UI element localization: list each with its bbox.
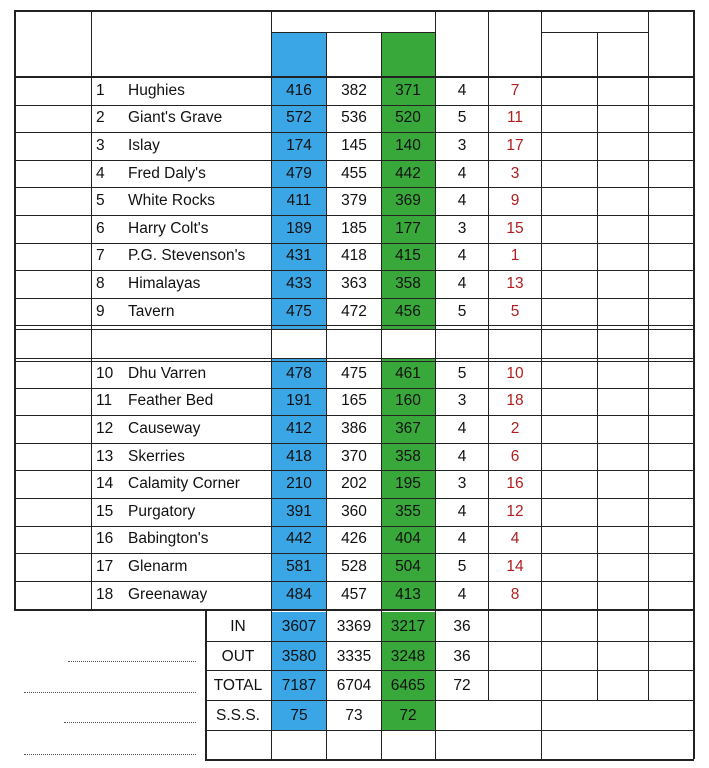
stroke-index: 15 — [506, 219, 524, 237]
par: 3 — [457, 136, 467, 154]
grid-line — [542, 32, 648, 33]
stroke-index: 13 — [506, 274, 524, 292]
yards-white: 185 — [341, 219, 367, 237]
yards-green: 461 — [395, 364, 421, 382]
totals-white: 6704 — [336, 676, 372, 694]
totals-left — [205, 609, 207, 759]
score-player-b-cell[interactable] — [598, 444, 648, 470]
par: 4 — [457, 247, 467, 265]
hole-name: Harry Colt's — [128, 219, 209, 237]
grid-line — [14, 498, 694, 499]
hole-name: Causeway — [128, 419, 201, 437]
grid-line — [272, 32, 435, 33]
score-player-b-cell[interactable] — [598, 471, 648, 497]
grid-line — [648, 10, 649, 700]
marker-cell[interactable] — [14, 361, 90, 387]
hole-name: Feather Bed — [128, 392, 214, 410]
hole-number: 16 — [96, 530, 114, 548]
net-label — [489, 731, 549, 759]
yards-green: 355 — [395, 502, 421, 520]
score-player-b-cell[interactable] — [598, 106, 648, 132]
totals-green: 3248 — [390, 647, 426, 665]
par: 4 — [457, 164, 467, 182]
grid-line — [14, 270, 694, 271]
marker-cell[interactable] — [14, 471, 90, 497]
yards-blue: 581 — [286, 557, 312, 575]
score-player-a-cell[interactable] — [542, 133, 597, 159]
score-player-b-cell[interactable] — [598, 216, 648, 242]
marker-cell[interactable] — [14, 216, 90, 242]
score-player-a-cell[interactable] — [542, 244, 597, 270]
stroke-index: 17 — [506, 136, 524, 154]
grid-line — [14, 443, 694, 444]
totals-white: 3369 — [336, 617, 372, 635]
par: 5 — [457, 364, 467, 382]
grid-line — [14, 388, 694, 389]
back-nine-bottom — [14, 609, 694, 611]
player-signature-line-2[interactable] — [24, 754, 196, 755]
score-player-a-cell[interactable] — [542, 188, 597, 214]
score-player-b-cell[interactable] — [598, 271, 648, 297]
hole-number: 3 — [96, 136, 105, 154]
grid-line — [14, 325, 694, 326]
par: 3 — [457, 475, 467, 493]
grid-line — [14, 553, 694, 554]
yards-white: 386 — [341, 419, 367, 437]
yards-blue: 412 — [286, 419, 312, 437]
hole-name: Tavern — [128, 302, 175, 320]
totals-par: 36 — [453, 617, 471, 635]
par: 3 — [457, 219, 467, 237]
hole-number: 4 — [96, 164, 105, 182]
totals-blue: 75 — [290, 706, 308, 724]
hole-name: Himalayas — [128, 274, 201, 292]
stroke-index: 2 — [510, 419, 520, 437]
points-cell[interactable] — [649, 133, 693, 159]
yards-green: 371 — [395, 81, 421, 99]
grid-line — [14, 132, 694, 133]
out-row-blue — [272, 330, 326, 358]
score-player-a-cell[interactable] — [542, 299, 597, 325]
yards-green: 415 — [395, 247, 421, 265]
hole-name: Calamity Corner — [128, 475, 240, 493]
grid-line — [488, 10, 489, 700]
marker-cell[interactable] — [14, 389, 90, 415]
totals-white: 73 — [345, 706, 363, 724]
stroke-index: 3 — [510, 164, 520, 182]
hole-number: 9 — [96, 302, 105, 320]
grid-line — [205, 670, 694, 671]
points-cell[interactable] — [649, 216, 693, 242]
score-player-a-cell[interactable] — [542, 106, 597, 132]
out-row-white — [327, 330, 381, 358]
score-player-b-cell[interactable] — [598, 554, 648, 580]
totals-label: TOTAL — [213, 676, 263, 694]
points-cell[interactable] — [649, 161, 693, 187]
yards-blue: 189 — [286, 219, 312, 237]
marker-signature-line-2[interactable] — [24, 692, 196, 693]
marker-cell[interactable] — [14, 299, 90, 325]
yards-green: 413 — [395, 585, 421, 603]
hole-number: 7 — [96, 247, 105, 265]
totals-blue: 3607 — [281, 617, 317, 635]
grid-line — [205, 641, 694, 642]
stroke-index: 12 — [506, 502, 524, 520]
grid-line — [14, 415, 694, 416]
grid-line — [14, 160, 694, 161]
marker-cell[interactable] — [14, 527, 90, 553]
yards-blue: 210 — [286, 475, 312, 493]
yards-white: 418 — [341, 247, 367, 265]
score-player-b-cell[interactable] — [598, 161, 648, 187]
yards-green: 456 — [395, 302, 421, 320]
score-player-a-cell[interactable] — [542, 582, 597, 608]
score-player-a-cell[interactable] — [542, 216, 597, 242]
yards-blue: 475 — [286, 302, 312, 320]
yards-blue: 418 — [286, 447, 312, 465]
score-player-a-cell[interactable] — [542, 161, 597, 187]
stroke-index: 16 — [506, 475, 524, 493]
yards-blue: 416 — [286, 81, 312, 99]
grid-line — [271, 10, 272, 759]
score-player-a-cell[interactable] — [542, 361, 597, 387]
header-won-lost — [650, 19, 694, 65]
grid-line — [91, 10, 92, 609]
yards-blue: 484 — [286, 585, 312, 603]
par: 4 — [457, 192, 467, 210]
hole-name: Dhu Varren — [128, 364, 207, 382]
totals-par — [436, 701, 488, 730]
score-player-a-cell[interactable] — [542, 554, 597, 580]
hole-name: Glenarm — [128, 557, 188, 575]
marker-signature-line[interactable] — [68, 661, 196, 662]
points-cell[interactable] — [649, 471, 693, 497]
marker-cell[interactable] — [14, 271, 90, 297]
yards-green: 367 — [395, 419, 421, 437]
grid-line — [14, 329, 694, 330]
score-player-b-cell[interactable] — [598, 499, 648, 525]
marker-cell[interactable] — [14, 499, 90, 525]
par: 4 — [457, 502, 467, 520]
frame-right — [693, 10, 695, 759]
yards-green: 369 — [395, 192, 421, 210]
totals-white: 3335 — [336, 647, 372, 665]
marker-cell[interactable] — [14, 161, 90, 187]
par: 5 — [457, 302, 467, 320]
yards-white: 370 — [341, 447, 367, 465]
par: 4 — [457, 447, 467, 465]
totals-blue: 3580 — [281, 647, 317, 665]
stroke-index: 8 — [510, 585, 520, 603]
hole-name: Fred Daly's — [128, 164, 206, 182]
points-cell[interactable] — [649, 389, 693, 415]
par: 4 — [457, 81, 467, 99]
yards-green: 404 — [395, 530, 421, 548]
hole-name: Purgatory — [128, 502, 196, 520]
points-cell[interactable] — [649, 499, 693, 525]
score-player-b-cell[interactable] — [598, 361, 648, 387]
hole-number: 17 — [96, 557, 114, 575]
out-row-green — [381, 330, 435, 358]
player-signature-line[interactable] — [64, 722, 196, 723]
stroke-index: 11 — [506, 109, 524, 127]
hole-name: Greenaway — [128, 585, 208, 603]
hole-number: 13 — [96, 447, 114, 465]
yards-white: 426 — [341, 530, 367, 548]
score-player-a-cell[interactable] — [542, 499, 597, 525]
score-player-b-cell[interactable] — [598, 389, 648, 415]
points-cell[interactable] — [649, 299, 693, 325]
marker-cell[interactable] — [14, 133, 90, 159]
hole-name: Giant's Grave — [128, 109, 223, 127]
yards-green: 140 — [395, 136, 421, 154]
points-cell[interactable] — [649, 582, 693, 608]
marker-cell[interactable] — [14, 444, 90, 470]
grid-line — [205, 730, 694, 731]
score-player-b-cell[interactable] — [598, 416, 648, 442]
hole-name: White Rocks — [128, 192, 215, 210]
frame-bottom — [205, 759, 694, 761]
score-player-b-cell[interactable] — [598, 133, 648, 159]
par: 5 — [457, 557, 467, 575]
yards-blue: 431 — [286, 247, 312, 265]
grid-line — [14, 581, 694, 582]
score-player-b-cell[interactable] — [598, 244, 648, 270]
yards-blue: 479 — [286, 164, 312, 182]
totals-label: OUT — [221, 647, 255, 665]
score-player-b-cell[interactable] — [598, 188, 648, 214]
par: 4 — [457, 585, 467, 603]
score-player-a-cell[interactable] — [542, 527, 597, 553]
grid-line — [326, 32, 327, 759]
points-cell[interactable] — [649, 554, 693, 580]
yards-blue: 391 — [286, 502, 312, 520]
yards-white: 455 — [341, 164, 367, 182]
stroke-index: 6 — [510, 447, 520, 465]
points-cell[interactable] — [649, 78, 693, 104]
yards-blue: 478 — [286, 364, 312, 382]
yards-blue: 191 — [286, 392, 312, 410]
marker-cell[interactable] — [14, 582, 90, 608]
hole-name: Skerries — [128, 447, 185, 465]
yards-blue: 572 — [286, 109, 312, 127]
hole-number: 18 — [96, 585, 114, 603]
points-cell[interactable] — [649, 527, 693, 553]
grid-line — [14, 361, 694, 362]
hole-number: 12 — [96, 419, 114, 437]
grid-line — [14, 358, 694, 359]
points-cell[interactable] — [649, 271, 693, 297]
grid-line — [205, 700, 694, 701]
totals-green: 72 — [399, 706, 417, 724]
grid-line — [14, 187, 694, 188]
totals-blue: 7187 — [281, 676, 317, 694]
stroke-index: 4 — [510, 530, 520, 548]
score-player-b-cell[interactable] — [598, 527, 648, 553]
score-player-a-cell[interactable] — [542, 389, 597, 415]
yards-blue: 411 — [286, 192, 312, 210]
marker-cell[interactable] — [14, 78, 90, 104]
stroke-index: 10 — [506, 364, 524, 382]
score-player-a-cell[interactable] — [542, 471, 597, 497]
points-cell[interactable] — [649, 361, 693, 387]
grid-line — [14, 105, 694, 106]
points-cell[interactable] — [649, 188, 693, 214]
yards-white: 145 — [341, 136, 367, 154]
par: 4 — [457, 530, 467, 548]
stroke-index: 5 — [510, 302, 520, 320]
yards-green: 177 — [395, 219, 421, 237]
grid-line — [381, 32, 382, 759]
grid-line — [541, 10, 542, 759]
stroke-index: 7 — [510, 81, 520, 99]
hcap-label — [489, 702, 559, 730]
yards-green: 160 — [395, 392, 421, 410]
yards-green: 358 — [395, 447, 421, 465]
grid-line — [14, 215, 694, 216]
hole-name: Islay — [128, 136, 160, 154]
yards-blue: 174 — [286, 136, 312, 154]
yards-green: 442 — [395, 164, 421, 182]
stroke-index: 9 — [510, 192, 520, 210]
grid-line — [435, 10, 436, 759]
par: 4 — [457, 274, 467, 292]
frame-top — [14, 10, 694, 12]
marker-cell[interactable] — [14, 554, 90, 580]
yards-white: 472 — [341, 302, 367, 320]
hole-number: 11 — [96, 392, 113, 410]
hole-name: P.G. Stevenson's — [128, 247, 246, 265]
score-player-b-cell[interactable] — [598, 582, 648, 608]
hole-name: Babington's — [128, 530, 209, 548]
hole-number: 6 — [96, 219, 105, 237]
hole-number: 8 — [96, 274, 105, 292]
hole-number: 14 — [96, 475, 114, 493]
marker-cell[interactable] — [14, 106, 90, 132]
points-cell[interactable] — [649, 106, 693, 132]
points-cell[interactable] — [649, 444, 693, 470]
yards-white: 360 — [341, 502, 367, 520]
totals-par: 36 — [453, 647, 471, 665]
yards-white: 382 — [341, 81, 367, 99]
hole-number: 1 — [96, 81, 105, 99]
grid-line — [14, 243, 694, 244]
score-player-a-cell[interactable] — [542, 271, 597, 297]
out-row-label — [180, 330, 270, 358]
hole-number: 5 — [96, 192, 105, 210]
yards-white: 363 — [341, 274, 367, 292]
stroke-index: 18 — [506, 392, 524, 410]
marker-cell[interactable] — [14, 188, 90, 214]
par: 5 — [457, 109, 467, 127]
yards-green: 358 — [395, 274, 421, 292]
grid-line — [14, 470, 694, 471]
grid-line — [597, 32, 598, 700]
yards-white: 536 — [341, 109, 367, 127]
hole-number: 15 — [96, 502, 114, 520]
totals-green: 3217 — [390, 617, 426, 635]
yards-green: 195 — [395, 475, 421, 493]
yards-blue: 442 — [286, 530, 312, 548]
stroke-index: 14 — [506, 557, 524, 575]
score-player-a-cell[interactable] — [542, 78, 597, 104]
score-player-a-cell[interactable] — [542, 416, 597, 442]
out-row-par — [436, 330, 488, 358]
totals-label: S.S.S. — [216, 706, 260, 724]
hole-name: Hughies — [128, 81, 185, 99]
grid-line — [14, 526, 694, 527]
hole-number: 2 — [96, 109, 105, 127]
score-player-b-cell[interactable] — [598, 78, 648, 104]
points-cell[interactable] — [649, 244, 693, 270]
marker-cell[interactable] — [14, 244, 90, 270]
yards-green: 520 — [395, 109, 421, 127]
yards-white: 165 — [341, 392, 367, 410]
stroke-index: 1 — [510, 247, 520, 265]
totals-par: 72 — [453, 676, 471, 694]
yards-white: 528 — [341, 557, 367, 575]
marker-cell[interactable] — [14, 416, 90, 442]
yards-white: 202 — [341, 475, 367, 493]
totals-label: IN — [230, 617, 246, 635]
points-cell[interactable] — [649, 416, 693, 442]
score-player-a-cell[interactable] — [542, 444, 597, 470]
yards-white: 379 — [341, 192, 367, 210]
par: 3 — [457, 392, 467, 410]
yards-white: 457 — [341, 585, 367, 603]
header-bottom — [14, 76, 694, 78]
totals-green: 6465 — [390, 676, 426, 694]
score-player-b-cell[interactable] — [598, 299, 648, 325]
hole-number: 10 — [96, 364, 114, 382]
yards-green: 504 — [395, 557, 421, 575]
grid-line — [14, 298, 694, 299]
frame-left — [14, 10, 16, 609]
yards-white: 475 — [341, 364, 367, 382]
yards-blue: 433 — [286, 274, 312, 292]
par: 4 — [457, 419, 467, 437]
